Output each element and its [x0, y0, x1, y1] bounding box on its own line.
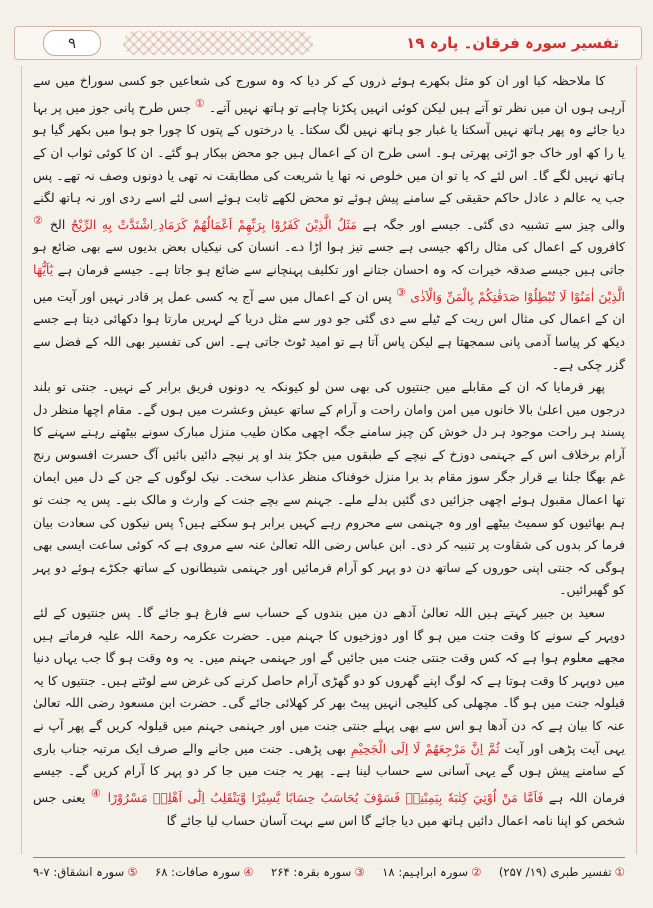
footnote-item	[155, 862, 254, 882]
quranic-verse: ثُمَّ اِنَّ مَرْجِعَهُمْ لَا اِلَى الْجَحِيْمِ	[350, 740, 500, 756]
text-run: سعید بن جبیر کہتے ہیں اللہ تعالیٰ آدھے دن میں بندوں کے حساب سے فارغ ہو جائے گا۔ پس جنتیوں کے لئے دوپہر کے سونے کا وقت جنت میں ہو گا اور دوزخیوں کا جہنم میں۔ حضرت عکرمہ رحمۃ اللہ علیہ فرماتے ہیں مجھے معلوم ہوا ہے کہ کس وقت جنتی جنت میں جائیں گے اور جہنمی جہنم میں۔ یہ وہ وقت ہو گا جب یہاں دنیا میں دوپہر کا وقت ہوتا ہے کہ لوگ اپنے گھروں کو دو گھڑی آرام حاصل کرنے کی غرض سے لوٹتے ہیں۔ جنتیوں کا یہ قیلولہ جنت میں ہو گا۔ مچھلی کی کلیجی انہیں پیٹ بھر کر کھلائی جائے گی۔ حضرت ابن مسعود رضی اللہ تعالیٰ عنہ کا بیان ہے کہ دن آدھا ہو اس سے بھی پہلے جنتی جنت میں اور جہنمی جہنم میں قیلولہ کریں گے پھر آپ نے یہی آیت پڑھی اور آیت	[33, 605, 625, 756]
footnote-item	[382, 862, 481, 882]
paragraph	[33, 376, 625, 602]
footnote-item	[271, 862, 365, 882]
page-number: ۹	[43, 30, 101, 56]
text-run: کافروں کے اعمال کی مثال راکھ جیسی ہے جسے تیز ہوا اڑا دے۔ انسان کی نیکیاں بعض بدیوں سے بھی ضائع ہو جاتی ہیں جیسے صدقہ خیرات کہ وہ احسان جتانے اور تکلیف پہنچانے سے ضائع ہو جاتا ہے۔ جیسے فرمان ہے	[33, 239, 625, 277]
paragraph	[33, 70, 625, 376]
footnote-marker: ①	[194, 96, 205, 110]
footnote-marker: ②	[33, 213, 45, 227]
footnote-text: سورہ صافات: ۶۸	[155, 865, 241, 879]
text-run: بھی پڑھی۔ جنت میں جانے والے صرف ایک مرتبہ جناب باری کے سامنے پیش ہوں گے یہی آسانی سے حساب لینا ہے۔ پھر یہ جنت میں جا کر دو پہر کا آرام کریں گے۔ جیسے فرمان اللہ ہے	[33, 740, 625, 805]
text-run: کا ملاحظہ کیا اور ان کو مثل بکھرے ہوئے ذروں کے کر دیا کہ وہ سورج کی شعاعیں جو کسی سوراخ میں سے آرہی ہوں ان میں نظر تو آتے ہیں لیکن کوئی انہیں پکڑنا چاہے تو ہاتھ نہیں آتے۔	[33, 73, 625, 115]
footnote-number: ②	[471, 865, 482, 879]
header-ornament	[123, 31, 313, 55]
text-run: پھر فرمایا کہ ان کے مقابلے میں جنتیوں کی بھی سن لو کیونکہ یہ دونوں فریق برابر کے نہیں۔ جنتی تو بلند درجوں میں اعلیٰ بالا خانوں میں امن وامان راحت و آرام کے ساتھ عیش وعشرت میں ہوں گے۔ مقام اچھا منظر دل پسند ہر راحت موجود ہر دل خوش کن چیز سامنے جگہ اچھی مکان طیب منزل مبارک سونے بیٹھنے رہنے سہنے کا آرام برخلاف اس کے جہنمی دوزخ کے نیچے کے طبقوں میں جکڑ بند او پر نیچے دائیں بائیں آگ حسرت افسوس رنج غم بھگا جلنا بے قرار جگر سوز مقام بد برا منزل خوفناک منظر عذاب سخت۔ نیک لوگوں کے جن کے دل میں ایمان تھا اعمال مقبول ہوئے اچھی جزائیں دی گئیں بدلے ملے۔ جہنم سے بچے جنت کے وارث و مالک بنے۔ پس یہ جنت تو ہم بھائیوں کو سمیٹ بیٹھے اور وہ جہنمی سے محروم رہے کہیں برابر ہو سکتے ہیں؟ پس نیکوں کی سعادت بیان فرما کر بدوں کی شقاوت پر تنبیہ کر دی۔ ابن عباس رضی اللہ تعالیٰ عنہ سے مروی ہے کہ کوئی ساعت ایسی بھی ہوگی کہ جنتی اپنی حوروں کے ساتھ دن دو پہر کو آرام فرمائیں اور جہنمی شیطانوں کے ساتھ جکڑے ہوئے دو پہر کو گھبرائیں۔	[33, 379, 625, 598]
footnote-divider	[33, 857, 625, 858]
text-run: الخ	[44, 216, 71, 232]
footnote-number: ④	[243, 865, 254, 879]
footnote-marker: ④	[90, 786, 103, 800]
footnote-number: ③	[354, 865, 365, 879]
quranic-verse: مَثَلُ الَّذِيْنَ كَفَرُوْا بِرَبِّهِمْ اَعْمَالُهُمْ كَرَمَادِ ِاشْتَدَّتْ بِهِ الرِّيْحُ	[70, 216, 357, 232]
footnotes	[33, 862, 625, 882]
footnote-text: سورہ بقرہ: ۲۶۴	[271, 865, 352, 879]
footnote-text: سورہ انشقاق: ۷-۹	[33, 865, 125, 879]
commentary-body	[33, 70, 625, 832]
footnote-item	[499, 862, 625, 882]
quranic-verse: يٰٓاَيُّهَا الَّذِيْنَ اٰمَنُوْا لَا تُبْطِلُوْا صَدَقٰتِكُمْ بِالْمَنِّ وَالْاَذٰى	[33, 262, 625, 304]
quranic-verse: فَاَمَّا مَنْ اُوْتِيَ كِتٰبَهٗ بِيَمِيْنِهٖ فَسَوْفَ يُحَاسَبُ حِسَابًا يَّسِيْرًا وَّيَنْقَلِبُ اِلٰٓى اَهْلِهٖ مَسْرُوْرًا	[107, 789, 544, 805]
footnote-number: ⑤	[127, 865, 138, 879]
text-run: پس ان کے اعمال میں سے آج یہ کسی عمل پر قادر نہیں اور آیت میں ان کے اعمال کی مثال اس ریت کے ٹیلے سے دی گئی جو دور سے مثل دریا کے لہریں مارتا ہوا دکھائی دیتا ہے جسے دیکھ کر پیاسا آدمی پانی سمجھتا ہے لیکن پاس آتا ہے تو امید ٹوٹ جاتی ہے۔ اس کی تفسیر بھی اللہ کے فضل سے گزر چکی ہے۔	[33, 288, 625, 372]
paragraph	[33, 602, 625, 832]
footnote-item	[33, 862, 138, 882]
footnote-text: سورہ ابراہیم: ۱۸	[382, 865, 469, 879]
page-header	[14, 26, 642, 60]
text-run: یعنی جس شخص کو اپنا نامہ اعمال دائیں ہاتھ میں دیا جائے گا اس سے بہت آسان حساب لیا جائے گا	[33, 789, 625, 828]
text-run: جس طرح پانی جوز میں پر بہا دیا جائے وہ پھر ہاتھ نہیں آسکتا یا غبار جو ہاتھ نہیں لگ سکتا۔ یا درختوں کے پتوں کا چورا جو ہوا میں بکھر گیا ہو یا را کھ اور خاک جو اڑتی پھرتی ہو۔ اسی طرح ان کے اعمال ہیں جو محض بیکار ہو گئے۔ ان کا کوئی ثواب ان کے ہاتھ نہیں لگے گا۔ اس لئے کہ یا تو ان میں خلوص نہ تھا یا شریعت کی مطابقت نہ تھی یا دونوں وصف نہ تھے۔ پس جب یہ عالم د عادل حاکم حقیقی کے سامنے پیش ہوئے تو محض لکھے ثابت ہوئے اسی لئے اسے ردی اور نہ ہاتھ لگنے والی چیز سے تشبیہ دی گئی۔ جیسے اور جگہ ہے	[33, 99, 625, 232]
running-title: تفسیر سورہ فرقان۔ پارہ ۱۹	[406, 34, 619, 52]
footnote-marker: ③	[395, 285, 407, 299]
footnote-number: ①	[614, 865, 625, 879]
footnote-text: تفسیر طبری (۱۹/ ۲۵۷)	[498, 865, 612, 879]
